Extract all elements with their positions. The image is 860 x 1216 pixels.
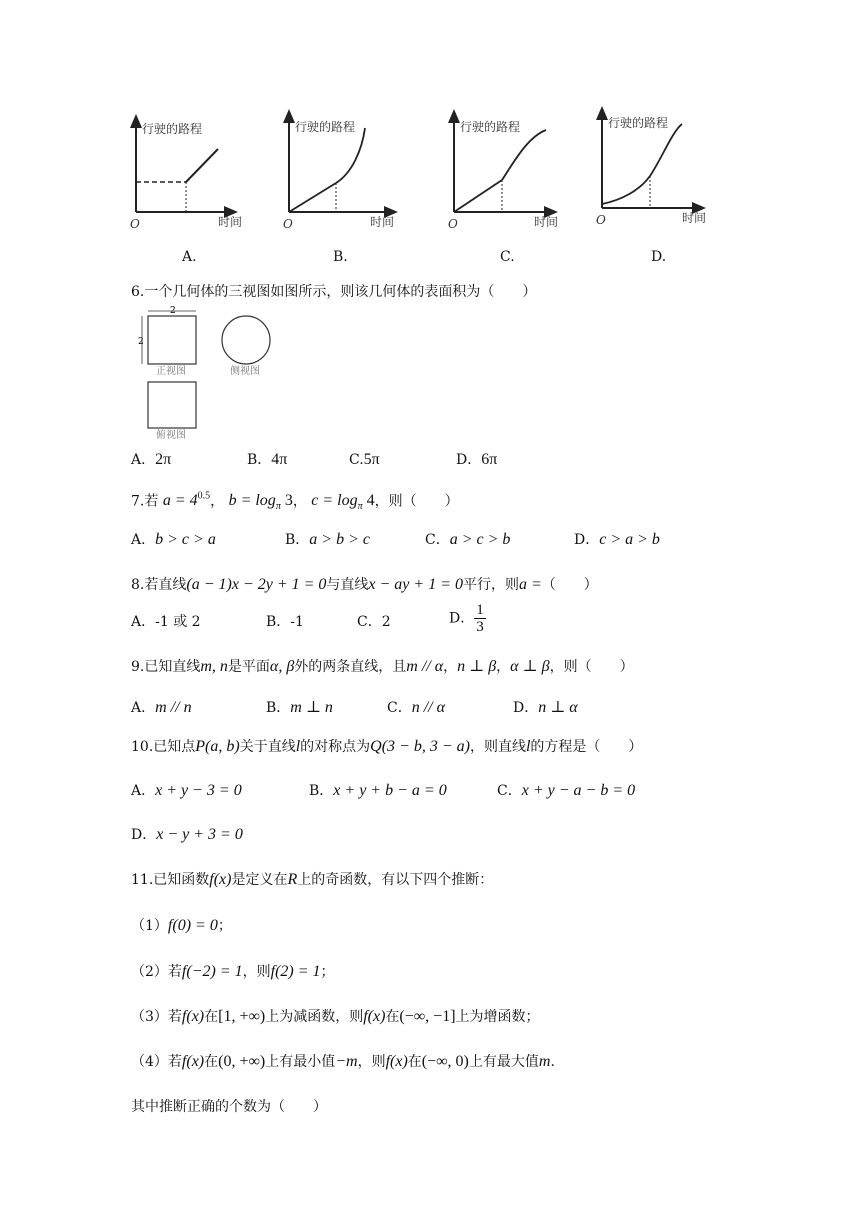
q5-graphs-svg — [0, 0, 860, 270]
q6-width-label: 2 — [170, 306, 176, 316]
graph-b-xlabel: 时间 — [370, 215, 395, 229]
q5-option-b[interactable]: B. — [333, 249, 348, 265]
graph-a-ylabel: 行驶的路程 — [142, 122, 203, 136]
q11-statement-4: （4）若f(x)在(0, +∞)上有最小值−m，则f(x)在(−∞, 0)上有最大值m. — [131, 1053, 555, 1070]
q7-option-a[interactable]: A．b > c > a — [131, 531, 216, 548]
q7-a: $a = 4^{0.5}$ — [162, 491, 211, 510]
q10-option-d[interactable]: D．x − y + 3 = 0 — [131, 826, 243, 843]
q8-stem: 8.若直线(a − 1)x − 2y + 1 = 0与直线x − ay + 1 = 0平行，则a =（ ） — [131, 576, 598, 593]
q8-option-c[interactable]: C．2 — [357, 614, 391, 630]
q9-option-d[interactable]: D．n ⊥ α — [513, 699, 578, 716]
q10-options-row1 — [131, 781, 691, 801]
q7-options — [131, 530, 731, 550]
q6-front-label: 正视图 — [156, 366, 186, 377]
graph-a-origin: O — [130, 217, 140, 231]
q6-option-c[interactable]: C.5π — [349, 451, 380, 468]
q7-option-d[interactable]: D．c > a > b — [574, 531, 660, 548]
q9-stem: 9.已知直线m, n是平面α, β外的两条直线，且m // α，n ⊥ β，α ⊥ β，则（ ） — [131, 658, 634, 675]
q5-option-d[interactable]: D. — [651, 249, 667, 265]
q6-option-d[interactable]: D．6π — [456, 451, 498, 468]
q10-option-a[interactable]: A．x + y − 3 = 0 — [131, 782, 242, 799]
q6-option-b[interactable]: B．4π — [247, 451, 288, 468]
q10-option-b[interactable]: B．x + y + b − a = 0 — [309, 782, 447, 799]
q6-options — [131, 450, 498, 470]
q5-option-c[interactable]: C. — [500, 249, 515, 265]
graph-d-origin: O — [596, 213, 606, 227]
q9-option-c[interactable]: C．n // α — [387, 699, 446, 716]
q7-option-b[interactable]: B．a > b > c — [285, 531, 370, 548]
graph-a — [130, 120, 242, 231]
q6-height-label: 2 — [138, 337, 144, 347]
q7-b: $b = \log_\pi 3$ — [228, 492, 293, 513]
q10-stem: 10.已知点P(a, b)关于直线l的对称点为Q(3 − b, 3 − a)，则直线l的方程是（ ） — [131, 738, 643, 755]
q11-stem: 11.已知函数f(x)是定义在R上的奇函数，有以下四个推断： — [131, 871, 494, 888]
q10-option-c[interactable]: C．x + y − a − b = 0 — [497, 782, 636, 799]
q5-graphs — [0, 0, 860, 270]
graph-b-origin: O — [283, 217, 293, 231]
q9-options — [131, 698, 631, 718]
q11-statement-2: （2）若f(−2) = 1，则f(2) = 1； — [131, 963, 335, 980]
q10-options-row2 — [131, 825, 243, 845]
q11-closing: 其中推断正确的个数为（ ） — [131, 1099, 327, 1115]
q11-statement-1: （1）f(0) = 0； — [131, 917, 232, 934]
graph-c-origin: O — [448, 217, 458, 231]
q9-option-b[interactable]: B．m ⊥ n — [266, 699, 333, 716]
q9-option-a[interactable]: A．m // n — [131, 699, 192, 716]
q6-side-label: 侧视图 — [230, 366, 260, 377]
q6-stem: 6.一个几何体的三视图如图所示，则该几何体的表面积为（ ） — [131, 284, 537, 300]
q8-options — [131, 602, 631, 652]
graph-c-ylabel: 行驶的路程 — [460, 120, 521, 134]
graph-d — [596, 112, 706, 227]
q8-option-d-fraction: $\frac{1}{3}$ — [476, 602, 484, 635]
q8-option-a[interactable]: A．-1 或 2 — [131, 614, 201, 630]
q6-option-a[interactable]: A．2π — [131, 451, 172, 468]
q6-three-views — [130, 304, 290, 444]
q7-stem: 7.若 $a = 4^{0.5}$， $b = \log_\pi 3$， $c = \log_\pi 4$，则（ ） — [131, 491, 459, 513]
graph-b-ylabel: 行驶的路程 — [295, 120, 356, 134]
graph-d-xlabel: 时间 — [682, 211, 707, 225]
q7-option-c[interactable]: C．a > c > b — [425, 531, 511, 548]
q8-option-b[interactable]: B．-1 — [266, 614, 304, 630]
graph-c-xlabel: 时间 — [534, 215, 559, 229]
q11-statement-3: （3）若f(x)在[1, +∞)上为减函数，则f(x)在(−∞, −1]上为增函数； — [131, 1008, 540, 1025]
graph-c — [448, 115, 558, 231]
q8-option-d[interactable]: D． $\frac{1}{3}$ — [449, 602, 484, 635]
q7-c: $c = \log_\pi 4$ — [311, 492, 375, 513]
q5-option-a[interactable]: A. — [182, 249, 197, 265]
graph-b — [283, 115, 394, 231]
q6-views-svg — [130, 304, 290, 444]
graph-a-xlabel: 时间 — [218, 215, 243, 229]
graph-d-ylabel: 行驶的路程 — [608, 116, 669, 130]
q6-top-label: 俯视图 — [156, 430, 186, 441]
